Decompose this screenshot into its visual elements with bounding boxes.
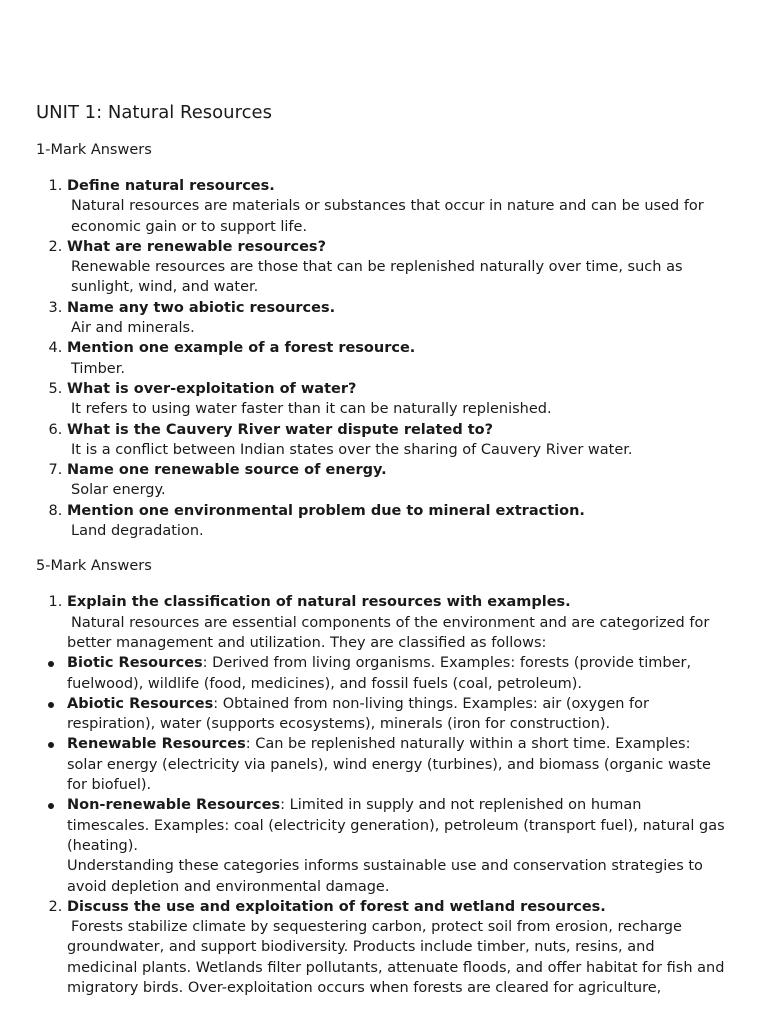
answer: Solar energy. — [71, 482, 166, 499]
question: 7. Name one renewable source of energy. — [67, 462, 387, 479]
bullet-item — [36, 694, 726, 735]
list-item — [67, 298, 726, 339]
answer: Forests stabilize climate by sequestering carbon, protect soil from erosion, recharge groundwater, and support biodiversity. Products include timber, nuts, resins, and medicinal plants. Wetlands filter pollutants, attenuate floods, and offer habitat for fish and migratory birds. Over-exploitation occurs when forests are cleared for agriculture, — [67, 919, 725, 996]
document-page — [36, 101, 726, 1013]
list-item — [67, 460, 726, 501]
question: 1. Define natural resources. — [67, 178, 275, 194]
question: 6. What is the Cauvery River water dispute related to? — [67, 421, 494, 438]
question: 8. Mention one environmental problem due to mineral extraction. — [67, 502, 585, 519]
question: 4. Mention one example of a forest resource. — [67, 340, 416, 357]
answer: Land degradation. — [71, 523, 204, 540]
bullet-text: : Obtained from non-living things. Examples: air (oxygen for respiration), water (supports ecosystems), minerals (iron for construction). — [67, 695, 649, 733]
list-item — [67, 501, 726, 542]
bullet-term: Abiotic Resources — [67, 695, 214, 712]
one-mark-heading: 1-Mark Answers — [36, 142, 152, 158]
list-item — [67, 237, 726, 298]
question: 2. Discuss the use and exploitation of forest and wetland resources. — [67, 898, 606, 915]
answer: It is a conflict between Indian states over the sharing of Cauvery River water. — [71, 441, 633, 458]
bullet-item — [36, 653, 726, 694]
bullet-text: : Limited in supply and not replenished on human timescales. Examples: coal (electricity generation), petroleum (transport fuel), natural gas (heating). — [67, 797, 725, 854]
bullet-text: : Derived from living organisms. Examples: forests (provide timber, fuelwood), wildlife (food, medicines), and fossil fuels (coal, petroleum). — [67, 655, 692, 692]
bullet-term: Renewable Resources — [67, 736, 246, 753]
bullet-item — [36, 734, 726, 795]
list-item — [67, 338, 726, 379]
unit-title: UNIT 1: Natural Resources — [36, 102, 272, 123]
answer: Renewable resources are those that can be replenished naturally over time, such as sunlight, wind, and water. — [71, 259, 683, 296]
list-item — [67, 176, 726, 237]
list-item — [67, 420, 726, 461]
list-item — [67, 379, 726, 420]
question: 2. What are renewable resources? — [67, 238, 326, 255]
question: 5. What is over-exploitation of water? — [67, 380, 357, 397]
answer: It refers to using water faster than it can be naturally replenished. — [71, 401, 552, 418]
classification-bullets — [36, 653, 726, 897]
question: 3. Name any two abiotic resources. — [67, 299, 336, 316]
bullet-item — [36, 795, 726, 896]
answer: Air and minerals. — [71, 320, 195, 337]
question: 1. Explain the classification of natural resources with examples. — [67, 594, 571, 611]
five-mark-list — [36, 592, 726, 998]
bullet-term: Non-renewable Resources — [67, 797, 281, 814]
summary-note: Understanding these categories informs sustainable use and conservation strategies to avoid depletion and environmental damage. — [67, 858, 703, 895]
bullet-text: : Can be replenished naturally within a short time. Examples: solar energy (electricity via panels), wind energy (turbines), and biomass (organic waste for biofuel). — [67, 736, 711, 794]
one-mark-list — [36, 176, 726, 541]
bullet-term: Biotic Resources — [67, 655, 203, 672]
list-item — [67, 592, 726, 896]
five-mark-heading: 5-Mark Answers — [36, 558, 152, 575]
answer: Natural resources are materials or substances that occur in nature and can be used for economic gain or to support life. — [71, 198, 704, 235]
answer: Timber. — [71, 360, 125, 377]
list-item — [67, 897, 726, 998]
answer: Natural resources are essential components of the environment and are categorized for better management and utilization. They are classified as follows: — [67, 614, 710, 651]
